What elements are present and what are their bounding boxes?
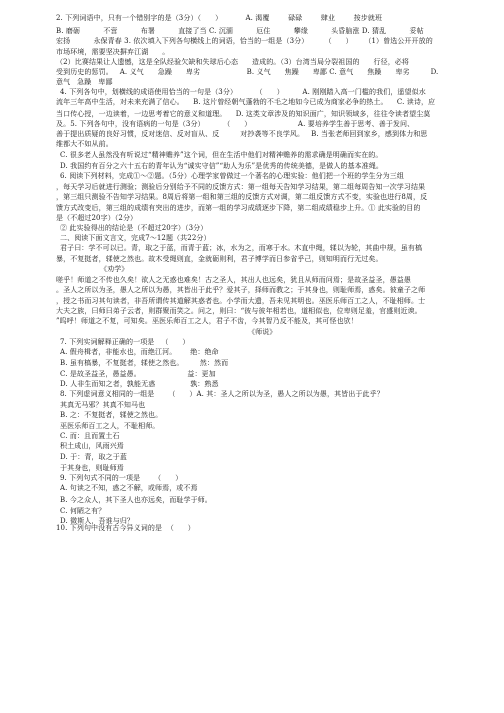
- text-line: A. 假舟楫者，非能水也，而绝江河。 绝：绝命: [60, 348, 219, 356]
- text-line: 《劝学》: [100, 265, 129, 273]
- text-line: 市场环境，需要坚决摒弃江湖 。: [56, 48, 170, 56]
- text-line: 大夫之族，曰师曰弟子云者，则群聚而笑之。问之，则曰：“彼与彼年相若也，道相似也，位卑则足羞，官盛则近谀。: [56, 307, 422, 315]
- text-line: ，授之书而习其句读者，非吾所谓传其道解其惑者也。小学而大遗，吾未见其明也。巫医乐师百工之人，不耻相师。士: [56, 297, 426, 305]
- text-line: 意气 急躁 卑鄙: [56, 78, 113, 86]
- text-line: 于其身也，则耻师焉: [60, 464, 124, 472]
- text-line: 当口传心授，一边读着，一边思考着它的意义和道理。 D. 这类文章涉及的知识面广，知识领域多，往往令读者望尘莫: [56, 110, 431, 118]
- text-line: 流年三年高中生活，对未来充满了信心。 B. 这片曾经朝气蓬勃的不毛之地如今已成为商家必争的热土。 C. 读诗，应: [56, 98, 436, 106]
- text-line: ② 此实验得出的结论是（不超过20字）（3分）: [60, 224, 208, 232]
- text-line: 8. 下列虚词意义相同的一组是 （ ）A. 其：圣人之所以为圣，愚人之所以为愚，其皆出于此乎？: [60, 390, 384, 398]
- text-line: 《师说》: [248, 328, 277, 336]
- text-line: ”呜呼！师道之不复，可知矣。巫医乐师百工之人，君子不齿，今其智乃反不能及，其可怪也欤！: [56, 317, 358, 325]
- text-line: 2. 下列词语中，只有一个错别字的是（3分）（ ） A. 渴覆 碌碌 肆业 按步就班: [56, 14, 383, 22]
- text-line: B. 磨砺 不啻 布署 直接了当 C. 沉湎 厄住 攀缘 头昏脑涨 D. 猜乱 妥帖: [56, 27, 424, 35]
- text-line: （2）比赛结果让人遗憾，这是全队经验欠缺和失球后心态 造成的。（3）台湾当局分裂祖国的 行径，必将: [56, 58, 410, 66]
- text-line: C. 很多老人虽然没有听说过“精神赡养”这个词，但在生活中他们对精神赡养的需求确是明确而实在的。: [60, 151, 383, 159]
- text-line: 7. 下列实词解释正确的一项是 （ ）: [60, 338, 190, 346]
- text-line: 嗟乎！师道之不传也久矣！欲人之无惑也难矣！古之圣人，其出人也远矣，犹且从师而问焉；是故圣益圣，愚益愚: [56, 276, 411, 284]
- text-line: 10. 下列句中没有古今异义词的是 （ ）: [56, 523, 195, 532]
- text-line: 维都大不如从前。: [56, 140, 113, 148]
- text-line: 受到历史的惩罚。 A. 义气 急躁 卑劣 B. 义气 焦躁 卑鄙 C. 意气 焦躁 卑劣 D.: [56, 68, 439, 76]
- text-line: D. 人非生而知之者，孰能无惑 孰：熟悉: [60, 380, 219, 388]
- text-line: 。圣人之所以为圣，愚人之所以为愚，其皆出于此乎？爱其子，择师而教之；于其身也，则耻师焉，惑矣。彼童子之师: [56, 286, 426, 294]
- text-line: ，第三组只测验不告知学习结果。8周后将第一组和第三组的反馈方式对调，第二组反馈方式不变，实验也进行8周，反: [56, 193, 428, 201]
- text-line: 其真无马邪？其真不知马也: [60, 401, 146, 409]
- text-line: 6. 阅读下列材料，完成①～②题。（5分）心理学家曾做过一个著名的心理实验：他们把一个班的学生分为三组: [60, 172, 404, 180]
- text-line: 积土成山，风雨兴焉: [60, 442, 124, 450]
- text-line: C. 是故圣益圣，愚益愚。 益：更加: [60, 370, 216, 378]
- text-line: A. 句读之不知，惑之不解，或师焉，或不焉: [60, 484, 198, 492]
- text-line: 及。5. 下列各句中，没有语病的一句是（3分） （ ） A. 要培养学生善于思考、善于发问、: [56, 120, 415, 128]
- text-line: 宏扬 永保青春 3. 依次填入下列各句横线上的词语，恰当的一组是（3分） （ ） （1）曾选公开开放的: [56, 37, 433, 45]
- text-line: ，每天学习后就进行测验；测验后分别给予不同的反馈方式：第一组每天告知学习结果，第二组每周告知一次学习结果: [56, 183, 426, 191]
- text-line: 4. 下列各句中，划横线的成语使用恰当的一句是（3分） （ ） A. 刚刚踏入高一门槛的我们，遥望似水: [60, 88, 426, 96]
- text-line: 暴，不复挺者，𫐓使之然也。故木受绳则直，金就砺则利，君子博学而日参省乎己，则知明而行无过矣。: [56, 255, 383, 263]
- text-line: 巫医乐师百工之人，不耻相师。: [60, 422, 160, 430]
- text-line: B. 今之众人，其下圣人也亦远矣，而耻学于师。: [60, 496, 212, 504]
- text-line: C. 何陋之有？: [60, 507, 106, 515]
- text-line: B. 虽有槁暴，不复挺者，𫐓使之然也。 然：然而: [60, 359, 229, 367]
- text-line: C. 而：且而置土石: [60, 432, 120, 440]
- text-line: D. 微斯人，吾谁与归？: [60, 517, 135, 525]
- text-line: 9. 下列句式不同的一项是 （ ）: [60, 474, 183, 482]
- text-line: 善于提出质疑的良好习惯，反对迷信、反对盲从、反 对抄袭等不良学风。 B. 当张老师回到家乡，感到体力和思: [56, 130, 428, 138]
- text-line: D. 于：青，取之于蓝: [60, 453, 127, 461]
- text-line: 君子曰：学不可以已。青，取之于蓝，而青于蓝；冰，水为之，而寒于水。木直中绳，𫐓以为轮，其曲中规，虽有槁: [60, 244, 423, 252]
- text-line: D. 我国约有百分之六十五右的青年认为“诚实守信”“助人为乐”是优秀的传统美德，是做人的基本准绳。: [60, 162, 384, 170]
- text-line: 二、阅读下面文言文，完成7～12题（共22分）: [60, 234, 211, 242]
- text-line: 是（不超过20字）（2分）: [56, 214, 138, 222]
- text-line: B. 之：不复挺者，𫐓使之然也。: [60, 411, 163, 419]
- text-line: 馈方式改变后，第三组的成绩有突出的进步，而第一组的学习成绩逐步下降，第二组成绩稳步上升。① 此实验的目的: [56, 204, 421, 212]
